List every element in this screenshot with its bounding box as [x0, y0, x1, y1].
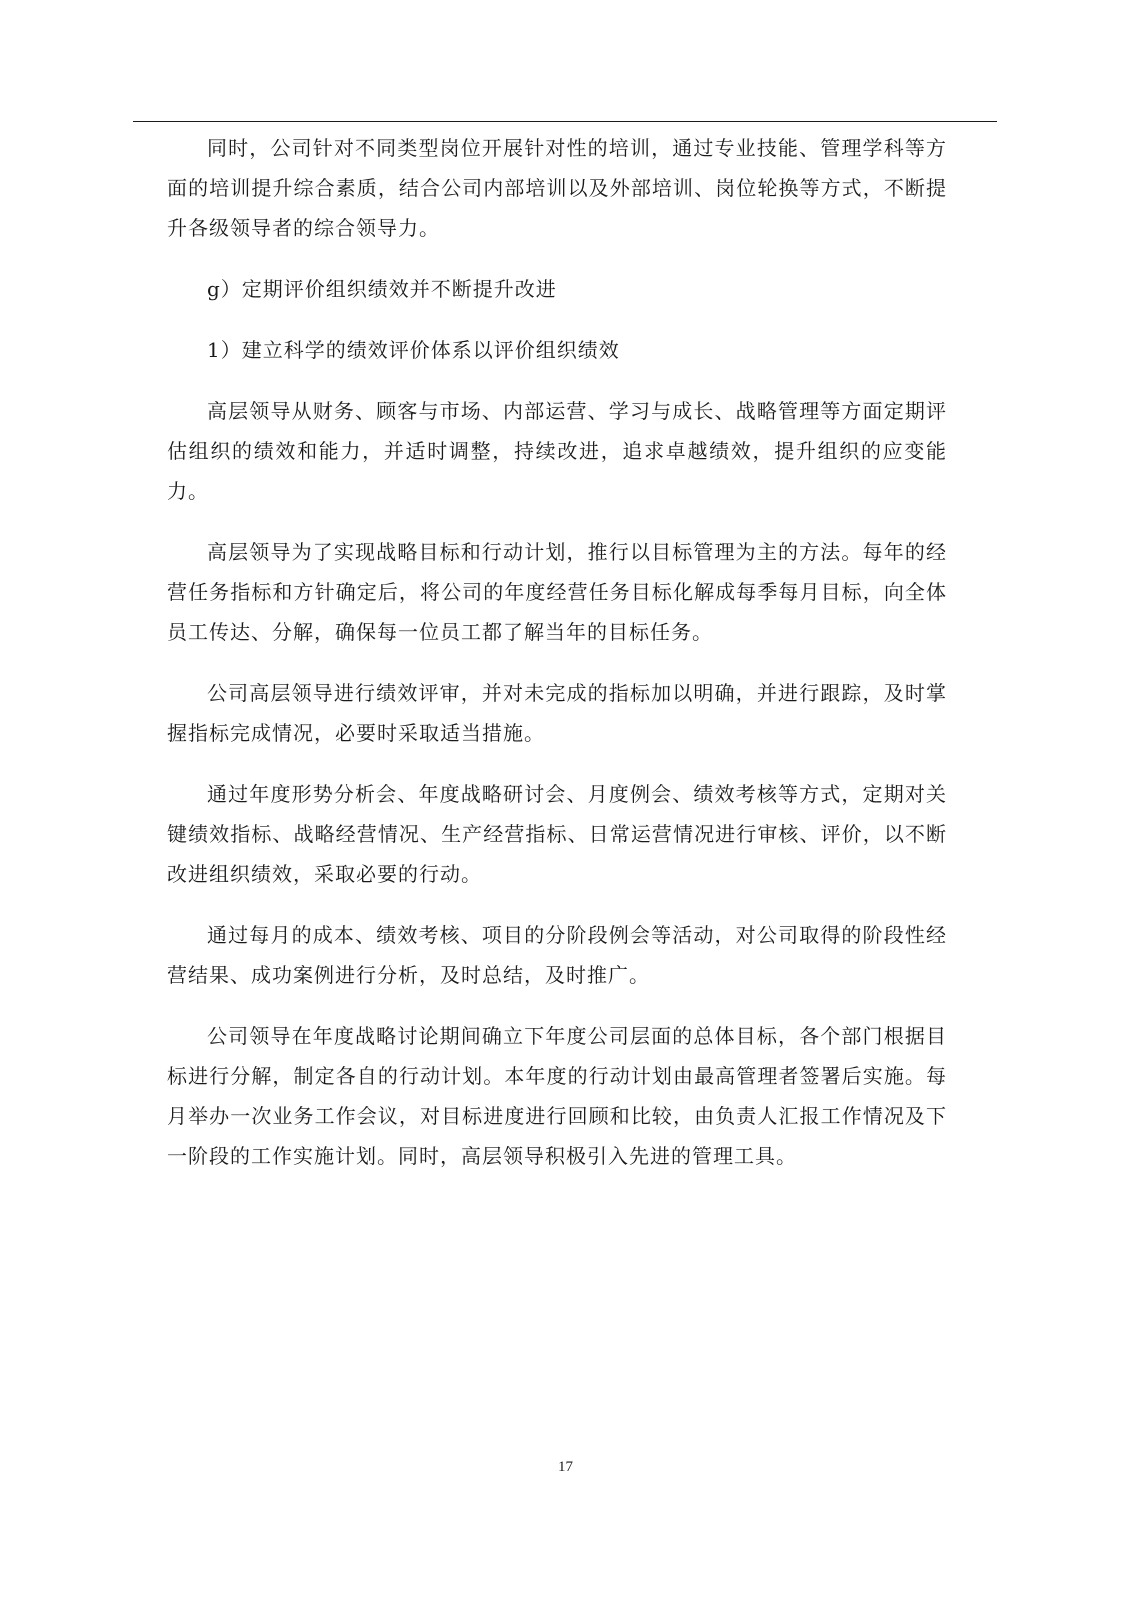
paragraph-objectives: 高层领导为了实现战略目标和行动计划，推行以目标管理为主的方法。每年的经营任务指标和方针确定后，将公司的年度经营任务目标化解成每季每月目标，向全体员工传达、分解，确保每一位员工都了解当年的目标任务。 — [167, 540, 947, 644]
section-heading-g: g）定期评价组织绩效并不断提升改进 — [207, 277, 557, 301]
subsection-heading-1: 1）建立科学的绩效评价体系以评价组织绩效 — [207, 338, 620, 362]
paragraph-training: 同时，公司针对不同类型岗位开展针对性的培训，通过专业技能、管理学科等方面的培训提升综合素质，结合公司内部培训以及外部培训、岗位轮换等方式，不断提升各级领导者的综合领导力。 — [167, 136, 947, 240]
paragraph-meetings: 通过年度形势分析会、年度战略研讨会、月度例会、绩效考核等方式，定期对关键绩效指标、战略经营情况、生产经营指标、日常运营情况进行审核、评价，以不断改进组织绩效，采取必要的行动。 — [167, 782, 947, 886]
page-number: 17 — [558, 1459, 573, 1475]
header-rule — [133, 121, 997, 122]
paragraph-review: 公司高层领导进行绩效评审，并对未完成的指标加以明确，并进行跟踪，及时掌握指标完成情况，必要时采取适当措施。 — [167, 681, 947, 745]
page-body — [167, 128, 947, 1176]
paragraph-evaluation: 高层领导从财务、顾客与市场、内部运营、学习与成长、战略管理等方面定期评估组织的绩效和能力，并适时调整，持续改进，追求卓越绩效，提升组织的应变能力。 — [167, 399, 947, 503]
paragraph-annual-plan: 公司领导在年度战略讨论期间确立下年度公司层面的总体目标，各个部门根据目标进行分解，制定各自的行动计划。本年度的行动计划由最高管理者签署后实施。每月举办一次业务工作会议，对目标进度进行回顾和比较，由负责人汇报工作情况及下一阶段的工作实施计划。同时，高层领导积极引入先进的管理工具。 — [167, 1024, 947, 1168]
paragraph-monthly: 通过每月的成本、绩效考核、项目的分阶段例会等活动，对公司取得的阶段性经营结果、成功案例进行分析，及时总结，及时推广。 — [167, 923, 947, 987]
